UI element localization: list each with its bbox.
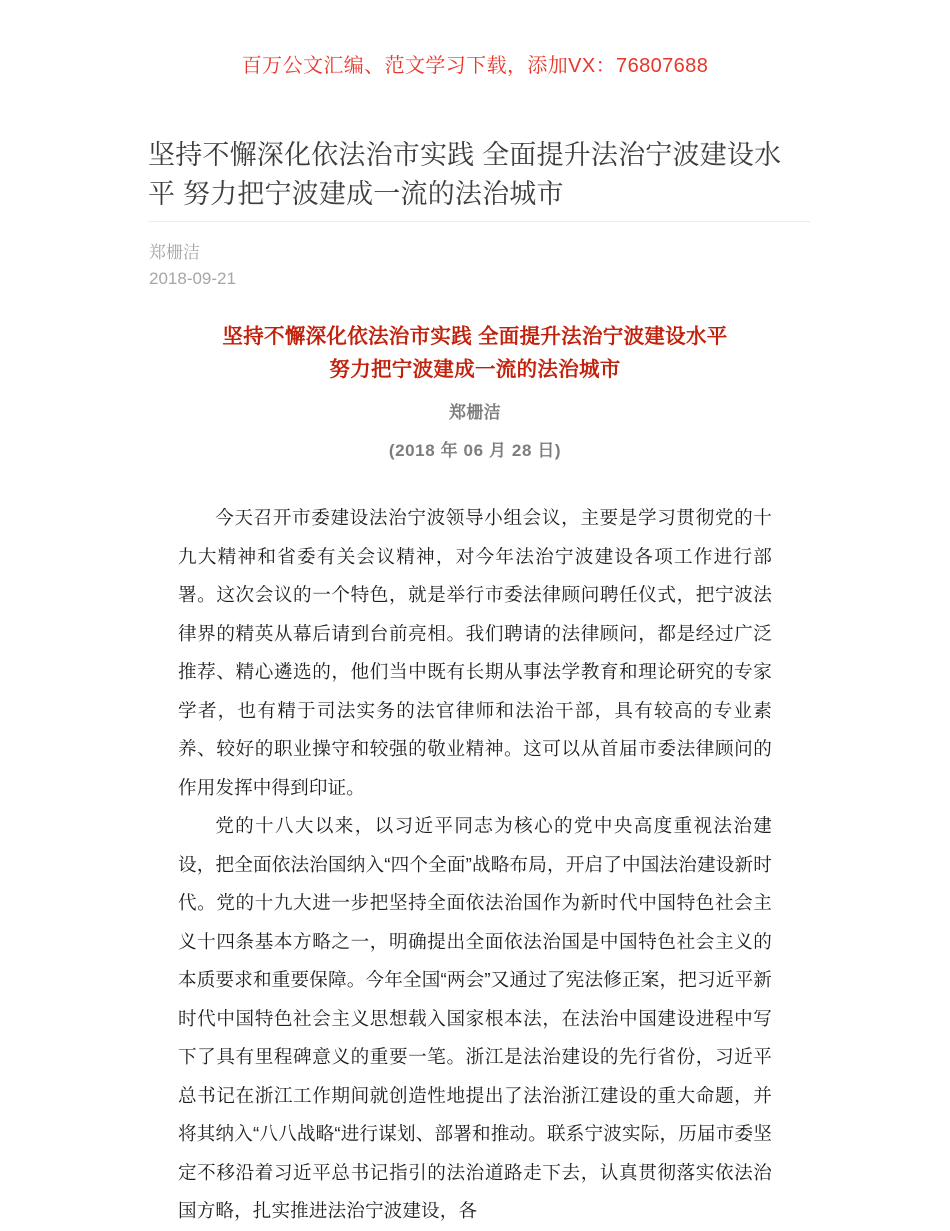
meta-author: 郑栅洁 xyxy=(149,243,200,262)
article-paragraph: 党的十八大以来，以习近平同志为核心的党中央高度重视法治建设，把全面依法治国纳入“四个全面”战略布局，开启了中国法治建设新时代。党的十九大进一步把坚持全面依法治国作为新时代中国特色社会主义十四条基本方略之一，明确提出全面依法治国是中国特色社会主义的本质要求和重要保障。今年全国“两会”又通过了宪法修正案，把习近平新时代中国特色社会主义思想载入国家根本法，在法治中国建设进程中写下了具有里程碑意义的重要一笔。浙江是法治建设的先行省份，习近平总书记在浙江工作期间就创造性地提出了法治浙江建设的重大命题，并将其纳入“八八战略“进行谋划、部署和推动。联系宁波实际，历届市委坚定不移沿着习近平总书记指引的法治道路走下去，认真贯彻落实依法治国方略，扎实推进法治宁波建设，各 xyxy=(178,815,772,1222)
article-date: (2018 年 06 月 28 日) xyxy=(388,441,562,461)
promo-banner: 百万公文汇编、范文学习下载，添加VX：76807688 xyxy=(241,55,709,77)
article-content xyxy=(0,320,950,1231)
article-title-line-2: 努力把宁波建成一流的法治城市 xyxy=(329,358,621,382)
article-author: 郑栅洁 xyxy=(449,403,501,423)
document-meta xyxy=(149,240,236,292)
article-title-line-1: 坚持不懈深化依法治市实践 全面提升法治宁波建设水平 xyxy=(222,325,728,348)
page-title: 坚持不懈深化依法治市实践 全面提升法治宁波建设水平 努力把宁波建成一流的法治城市 xyxy=(148,140,782,210)
title-divider xyxy=(148,221,810,222)
article-title xyxy=(0,320,950,386)
article-paragraph: 今天召开市委建设法治宁波领导小组会议，主要是学习贯彻党的十九大精神和省委有关会议精神，对今年法治宁波建设各项工作进行部署。这次会议的一个特色，就是举行市委法律顾问聘任仪式，把宁波法律界的精英从幕后请到台前亮相。我们聘请的法律顾问，都是经过广泛推荐、精心遴选的，他们当中既有长期从事法学教育和理论研究的专家学者，也有精于司法实务的法官律师和法治干部，具有较高的专业素养、较好的职业操守和较强的敬业精神。这可以从首届市委法律顾问的作用发挥中得到印证。 xyxy=(178,507,772,798)
meta-date: 2018-09-21 xyxy=(149,268,236,288)
article-body xyxy=(178,499,772,1230)
